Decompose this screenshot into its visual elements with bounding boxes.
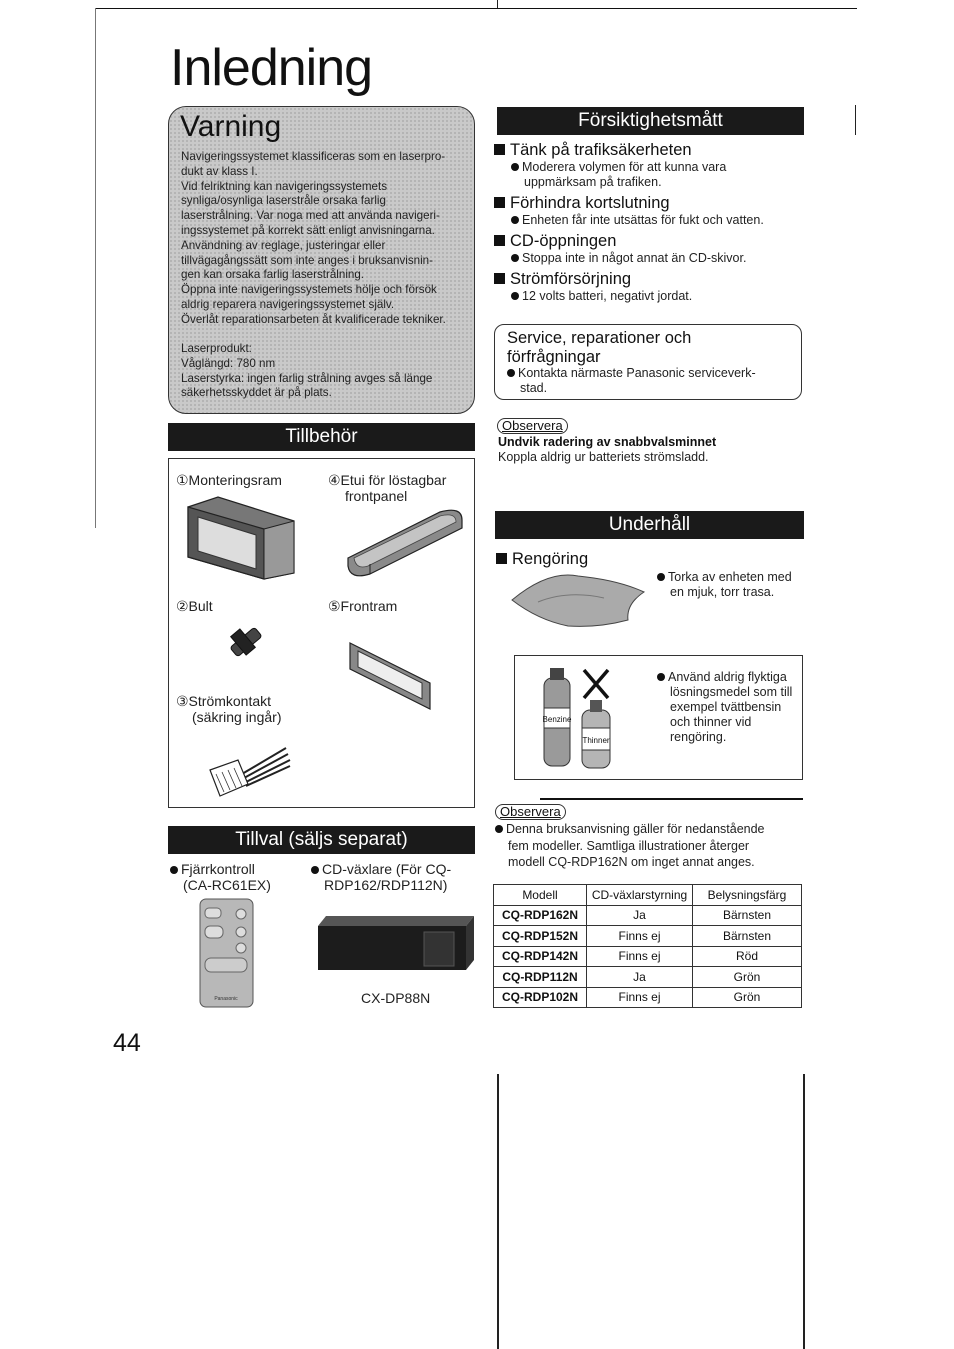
warning-line: dukt av klass I.	[181, 164, 258, 178]
service-text	[507, 366, 756, 396]
precaution-cd-slot-line: Stoppa inte in något annat än CD-skivor.	[522, 251, 747, 265]
model-table	[493, 884, 802, 1008]
accessory-power-connector-line2: (säkring ingår)	[192, 709, 282, 725]
note2-text	[495, 821, 765, 871]
bullet-icon	[511, 292, 519, 300]
square-bullet-icon	[494, 235, 505, 246]
right-edge-mark	[855, 105, 856, 135]
cleaning-heading-text: Rengöring	[512, 550, 589, 568]
options-header: Tillval (säljs separat)	[168, 826, 475, 854]
option-remote-control	[170, 861, 271, 893]
laser-line: säkerhetsskyddet är på plats.	[181, 386, 332, 400]
option-cd-changer	[311, 861, 451, 893]
precaution-power-heading	[494, 270, 631, 289]
table-row	[494, 967, 802, 988]
bolt-illustration	[224, 622, 268, 664]
bullet-icon	[657, 573, 665, 581]
table-cell: Ja	[587, 905, 693, 926]
precaution-cd-slot-text	[511, 251, 746, 266]
cleaning-tip2-line: rengöring.	[670, 730, 727, 744]
bottom-left-rule	[497, 1074, 499, 1349]
table-cell: Finns ej	[587, 946, 693, 967]
bullet-icon	[657, 673, 665, 681]
warning-line: Vid felriktning kan navigeringssystemets	[181, 179, 387, 193]
front-frame-illustration	[346, 637, 434, 713]
remote-control-illustration	[199, 898, 255, 1010]
precaution-power-text	[511, 289, 692, 304]
precaution-cd-slot-heading-text: CD-öppningen	[510, 232, 617, 250]
precautions-header: Försiktighetsmått	[497, 107, 804, 135]
page-title: Inledning	[170, 39, 373, 97]
top-tick	[497, 0, 498, 8]
benzine-label: Benzine	[542, 715, 572, 724]
accessory-power-connector-label	[176, 693, 281, 725]
table-cell: Ja	[587, 967, 693, 988]
mounting-frame-illustration	[186, 493, 298, 581]
warning-line: gen kan orsaka farlig laserstrålning.	[181, 268, 365, 282]
table-header: Belysningsfärg	[693, 885, 802, 906]
precaution-short-circuit-text	[511, 213, 764, 228]
table-cell: Bärnsten	[693, 905, 802, 926]
warning-line: ingssystemet på korrekt sätt enligt anvisningarna.	[181, 223, 435, 237]
precaution-short-circuit-line: Enheten får inte utsättas för fukt och vatten.	[522, 213, 764, 227]
precaution-traffic-heading-text: Tänk på trafiksäkerheten	[510, 141, 692, 159]
note2-tag: Observera	[495, 804, 566, 820]
cleaning-tip1-line2: en mjuk, torr trasa.	[670, 585, 775, 599]
left-margin-line	[95, 8, 96, 528]
warning-line: synliga/osynliga laserstråle orsaka farlig	[181, 194, 386, 208]
warning-line: aldrig reparera navigeringssystemet själv.	[181, 297, 395, 311]
accessory-mounting-frame-label: ①Monteringsram	[176, 472, 282, 488]
maintenance-header: Underhåll	[495, 511, 804, 539]
accessory-case-label-line1: ④Etui för löstagbar	[328, 472, 447, 488]
bullet-icon	[495, 825, 503, 833]
option-remote-line2: (CA-RC61EX)	[183, 877, 271, 893]
bottom-right-rule	[803, 1074, 805, 1349]
accessory-power-connector-line1: ③Strömkontakt	[176, 693, 272, 709]
note2-line: fem modeller. Samtliga illustrationer återger	[508, 838, 750, 853]
precaution-traffic-text	[511, 160, 726, 190]
warning-line: Användning av reglage, justeringar eller	[181, 238, 386, 252]
precaution-power-heading-text: Strömförsörjning	[510, 270, 632, 288]
case-illustration	[344, 506, 466, 578]
table-cell: CQ-RDP162N	[494, 905, 587, 926]
accessory-case-label-line2: frontpanel	[345, 488, 408, 504]
top-rule	[95, 8, 857, 9]
warning-line: laserstrålning. Var noga med att använda navigeri-	[181, 209, 440, 223]
precaution-power-line: 12 volts batteri, negativt jordat.	[522, 289, 693, 303]
precaution-traffic-line1: Moderera volymen för att kunna vara	[522, 160, 727, 174]
solvents-illustration	[540, 664, 616, 770]
laser-heading: Laserprodukt:	[181, 342, 252, 355]
table-row	[494, 987, 802, 1008]
square-bullet-icon	[494, 144, 505, 155]
bullet-icon	[507, 369, 515, 377]
cleaning-heading	[496, 550, 588, 569]
table-cell: Finns ej	[587, 987, 693, 1008]
accessory-front-frame-label: ⑤Frontram	[328, 598, 398, 614]
precaution-short-circuit-heading-text: Förhindra kortslutning	[510, 194, 670, 212]
table-cell: Finns ej	[587, 926, 693, 947]
note2-line: modell CQ-RDP162N om inget annat anges.	[508, 855, 755, 869]
cleaning-tip2-line: Använd aldrig flyktiga	[668, 670, 787, 684]
warning-text	[181, 150, 469, 328]
cleaning-tip2-line: exempel tvättbensin	[670, 700, 782, 714]
warning-line: Överlåt reparationsarbeten åt kvalificerade tekniker.	[181, 312, 446, 326]
table-cell: CQ-RDP142N	[494, 946, 587, 967]
cd-changer-caption: CX-DP88N	[361, 990, 431, 1006]
service-heading-line2: förfrågningar	[507, 348, 601, 366]
page-number: 44	[113, 1029, 141, 1057]
square-bullet-icon	[496, 553, 507, 564]
option-changer-line1: CD-växlare (För CQ-	[322, 861, 452, 877]
note2-line: Denna bruksanvisning gäller för nedanstående	[506, 822, 765, 836]
cleaning-tip2-line: och thinner vid	[670, 715, 752, 729]
warning-line: Öppna inte navigeringssystemets hölje och försök	[181, 283, 437, 297]
table-cell: CQ-RDP102N	[494, 987, 587, 1008]
bullet-icon	[511, 216, 519, 224]
table-cell: Grön	[693, 967, 802, 988]
note-tag: Observera	[497, 418, 568, 434]
note-text: Koppla aldrig ur batteriets strömsladd.	[498, 450, 709, 464]
precaution-cd-slot-heading	[494, 232, 616, 251]
table-header: CD-växlarstyrning	[587, 885, 693, 906]
warning-title: Varning	[180, 110, 282, 143]
accessories-header: Tillbehör	[168, 423, 475, 451]
square-bullet-icon	[494, 273, 505, 284]
table-row	[494, 905, 802, 926]
note2-rule	[540, 798, 803, 800]
table-row	[494, 926, 802, 947]
laser-line: Våglängd: 780 nm	[181, 356, 276, 370]
service-heading-line1: Service, reparationer och	[507, 329, 692, 347]
table-header: Modell	[494, 885, 587, 906]
cleaning-tip-soft-cloth	[657, 570, 792, 600]
square-bullet-icon	[494, 197, 505, 208]
cloth-illustration	[508, 568, 648, 630]
precaution-short-circuit-heading	[494, 194, 670, 213]
table-cell: CQ-RDP152N	[494, 926, 587, 947]
table-header-row	[494, 885, 802, 906]
table-cell: Bärnsten	[693, 926, 802, 947]
power-connector-illustration	[206, 744, 292, 800]
bullet-icon	[511, 163, 519, 171]
laser-line: Laserstyrka: ingen farlig strålning avges så länge	[181, 371, 433, 385]
cleaning-tip1-line1: Torka av enheten med	[668, 570, 792, 584]
precaution-traffic-line2: uppmärksam på trafiken.	[524, 175, 662, 189]
service-heading	[507, 329, 691, 367]
table-row	[494, 946, 802, 967]
warning-line: Navigeringssystemet klassificeras som en laserpro-	[181, 150, 446, 163]
table-cell: Röd	[693, 946, 802, 967]
precaution-traffic-heading	[494, 141, 692, 160]
cd-changer-illustration	[316, 908, 476, 972]
bullet-icon	[511, 254, 519, 262]
option-changer-line2: RDP162/RDP112N)	[324, 877, 448, 893]
service-line2: stad.	[520, 381, 548, 395]
remote-brand: Panasonic	[214, 996, 238, 1002]
thinner-label: Thinner	[582, 736, 610, 745]
table-cell: Grön	[693, 987, 802, 1008]
cleaning-tip-no-solvents	[657, 670, 792, 745]
warning-line: tillvägagångssätt som inte anges i bruksanvisnin-	[181, 253, 433, 267]
note-heading: Undvik radering av snabbvalsminnet	[498, 435, 717, 449]
bullet-icon	[311, 866, 319, 874]
cleaning-tip2-line: lösningsmedel som till	[670, 685, 793, 699]
accessory-case-label	[328, 472, 446, 504]
service-line1: Kontakta närmaste Panasonic serviceverk-	[518, 366, 756, 380]
accessory-bolt-label: ②Bult	[176, 598, 213, 614]
bullet-icon	[170, 866, 178, 874]
laser-info	[181, 342, 469, 401]
option-remote-line1: Fjärrkontroll	[181, 861, 255, 877]
table-cell: CQ-RDP112N	[494, 967, 587, 988]
